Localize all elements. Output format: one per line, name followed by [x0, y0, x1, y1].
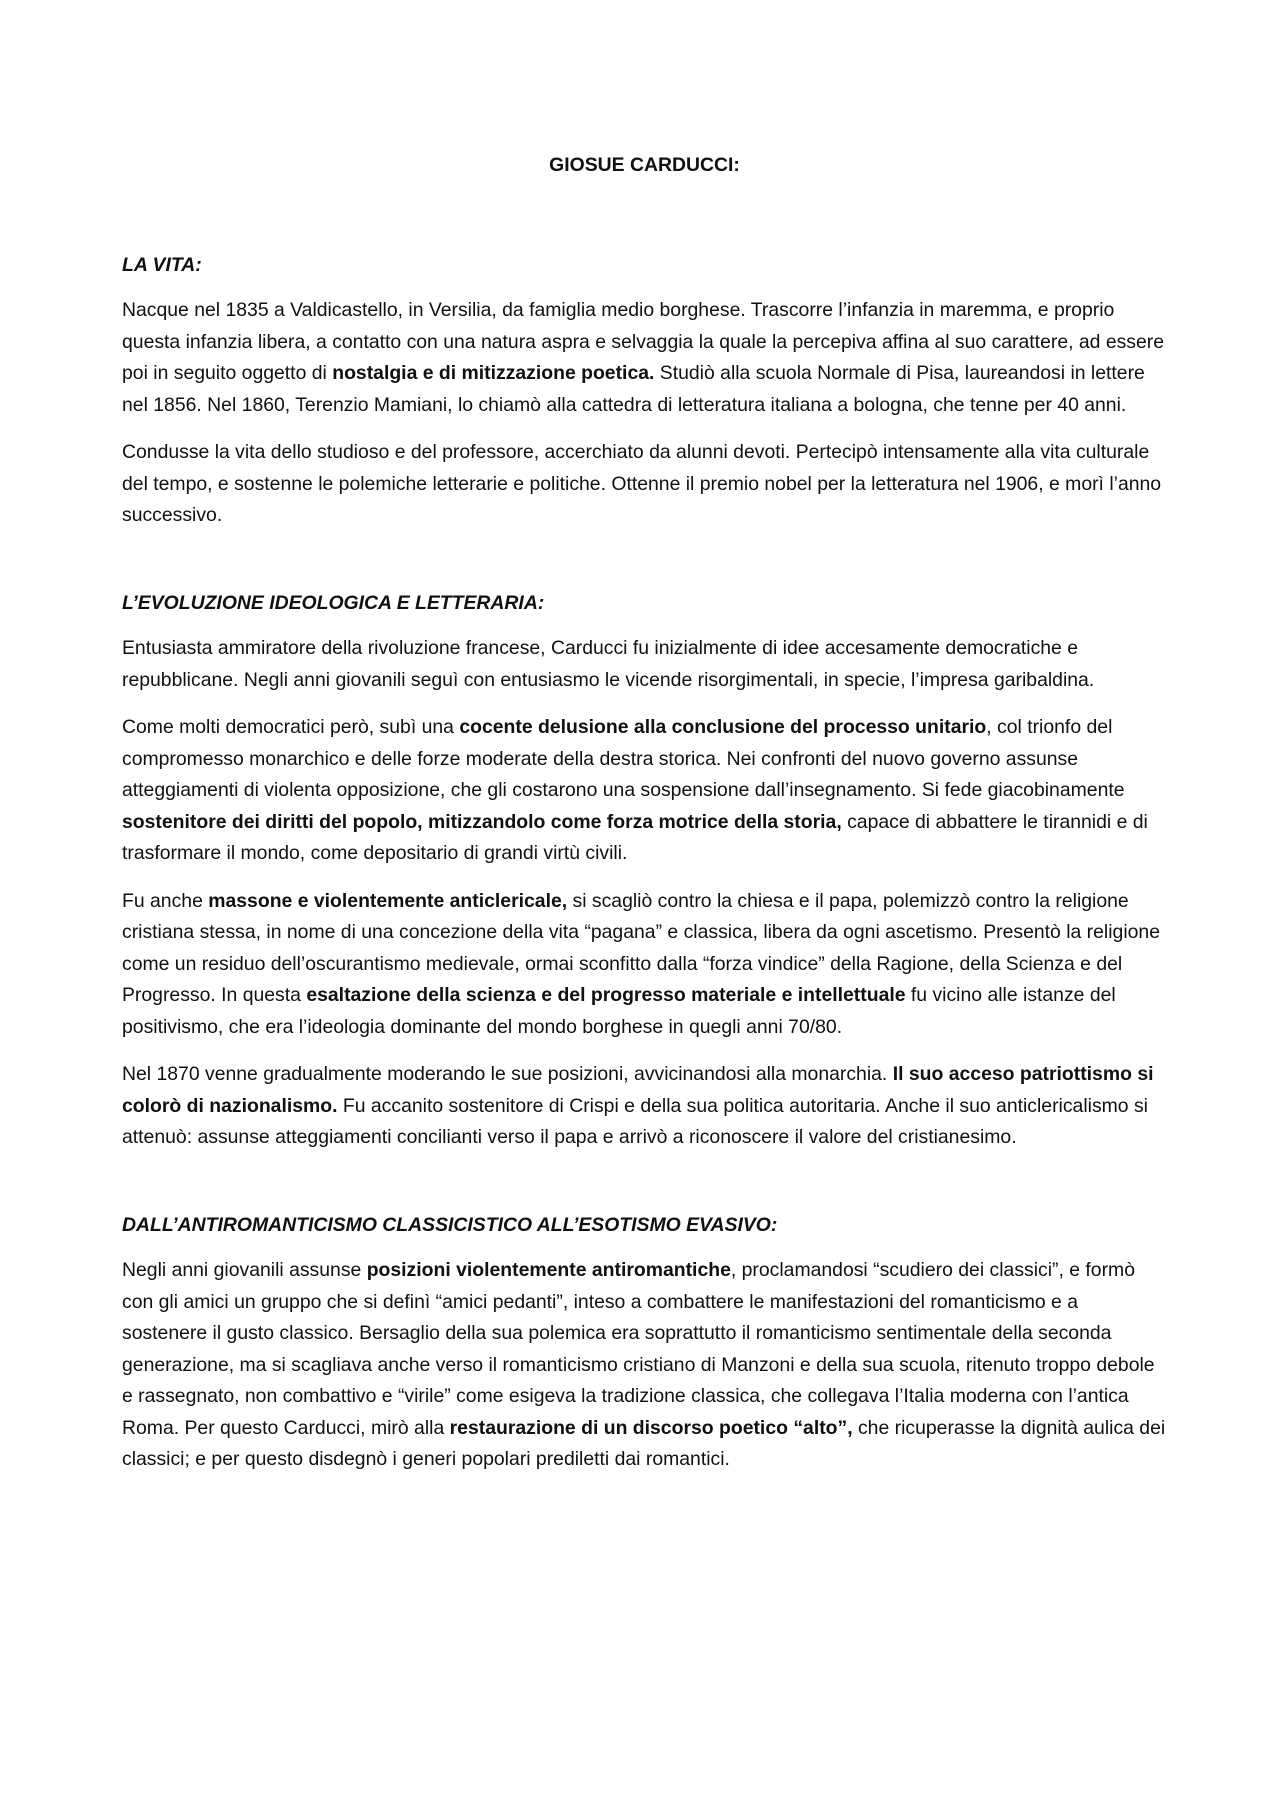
text-run: , proclamandosi “scudiero dei classici”, e formò con gli amici un gruppo che si definì “amici pedanti”, inteso a combattere le manifestazioni del romanticismo e a sostenere il gusto classico. Bersaglio della sua polemica era soprattutto il romanticismo sentimentale della seconda generazione, ma si scagliava anche verso il romanticismo cristiano di Manzoni e della sua scuola, ritenuto troppo debole e rassegnato, non combattivo e “virile” come esigeva la tradizione classica, che collegava l’Italia moderna con l’antica Roma. Per questo Carducci, mirò alla	[122, 1259, 1155, 1439]
paragraph	[122, 712, 1167, 870]
text-run: Studiò alla scuola Normale di Pisa, laureandosi in lettere nel 1856. Nel 1860, Terenzio Mamiani, lo chiamò alla cattedra di letteratura italiana a bologna, che tenne per 40 anni.	[122, 362, 1145, 416]
bold-text-run: posizioni violentemente antiromantiche	[366, 1259, 731, 1281]
paragraph	[122, 886, 1167, 1044]
text-run: Nel 1870 venne gradualmente moderando le sue posizioni, avvicinandosi alla monarchia.	[122, 1063, 893, 1085]
text-run: capace di abbattere le tirannidi e di trasformare il mondo, come depositario di grandi virtù civili.	[122, 810, 1148, 864]
paragraph	[122, 1059, 1167, 1154]
section-evoluzione-ideologica	[122, 588, 1167, 1154]
paragraph	[122, 295, 1167, 421]
text-run: Fu anche	[122, 889, 209, 912]
text-run: Come molti democratici però, subì una	[122, 716, 460, 738]
bold-text-run: massone e violentemente anticlericale,	[208, 889, 568, 912]
text-run: fu vicino alle istanze del positivismo, che era l’ideologia dominante del mondo borghese in quegli anni 70/80.	[122, 984, 1116, 1038]
paragraph	[122, 633, 1167, 696]
paragraph	[122, 1255, 1167, 1476]
bold-text-run: esaltazione della scienza e del progresso materiale e intellettuale	[306, 984, 906, 1006]
text-run: , col trionfo del compromesso monarchico e delle forze moderate della destra storica. Nei confronti del nuovo governo assunse atteggiamenti di violenta opposizione, che gli costarono una sospensione dall’insegnamento. Si fede giacobinamente	[122, 716, 1125, 801]
section-la-vita	[122, 250, 1167, 532]
section-heading: LA VITA:	[122, 253, 202, 276]
bold-text-run: sostenitore dei diritti del popolo, mitizzandolo come forza motrice della storia,	[122, 810, 842, 833]
text-run: Negli anni giovanili assunse	[122, 1259, 367, 1281]
document-body	[122, 150, 1167, 1532]
text-run: Nacque nel 1835 a Valdicastello, in Versilia, da famiglia medio borghese. Trascorre l’infanzia in maremma, e proprio questa infanzia libera, a contatto con una natura aspra e selvaggia la quale la percepiva affina al suo carattere, ad essere poi in seguito oggetto di	[122, 299, 1165, 384]
bold-text-run: restaurazione di un discorso poetico “alto”,	[449, 1416, 853, 1439]
bold-text-run: nostalgia e di mitizzazione poetica.	[332, 362, 655, 384]
section-heading: DALL’ANTIROMANTICISMO CLASSICISTICO ALL’ESOTISMO EVASIVO:	[122, 1213, 778, 1236]
text-run: Condusse la vita dello studioso e del professore, accerchiato da alunni devoti. Pertecipò intensamente alla vita culturale del tempo, e sostenne le polemiche letterarie e politiche. Ottenne il premio nobel per la letteratura nel 1906, e morì l’anno successivo.	[122, 441, 1162, 526]
document-title: GIOSUE CARDUCCI:	[549, 154, 740, 176]
bold-text-run: cocente delusione alla conclusione del processo unitario	[459, 716, 987, 738]
section-antiromanticismo	[122, 1210, 1167, 1476]
paragraph	[122, 437, 1167, 532]
text-run: che ricuperasse la dignità aulica dei classici; e per questo disdegnò i generi popolari prediletti dai romantici.	[122, 1416, 1166, 1470]
text-run: Fu accanito sostenitore di Crispi e della sua politica autoritaria. Anche il suo anticlericalismo si attenuò: assunse atteggiamenti concilianti verso il papa e arrivò a riconoscere il valore del cristianesimo.	[122, 1094, 1148, 1148]
section-heading: L’EVOLUZIONE IDEOLOGICA E LETTERARIA:	[122, 591, 545, 614]
text-run: Entusiasta ammiratore della rivoluzione francese, Carducci fu inizialmente di idee accesamente democratiche e repubblicane. Negli anni giovanili seguì con entusiasmo le vicende risorgimentali, in specie, l’impresa garibaldina.	[122, 637, 1095, 691]
bold-text-run: Il suo acceso patriottismo si colorò di nazionalismo.	[122, 1063, 1154, 1117]
text-run: si scagliò contro la chiesa e il papa, polemizzò contro la religione cristiana stessa, in nome di una concezione della vita “pagana” e classica, libera da ogni ascetismo. Presentò la religione come un residuo dell’oscurantismo medievale, ormai sconfitto dalla “forza vindice” della Ragione, della Scienza e del Progresso. In questa	[122, 889, 1160, 1006]
